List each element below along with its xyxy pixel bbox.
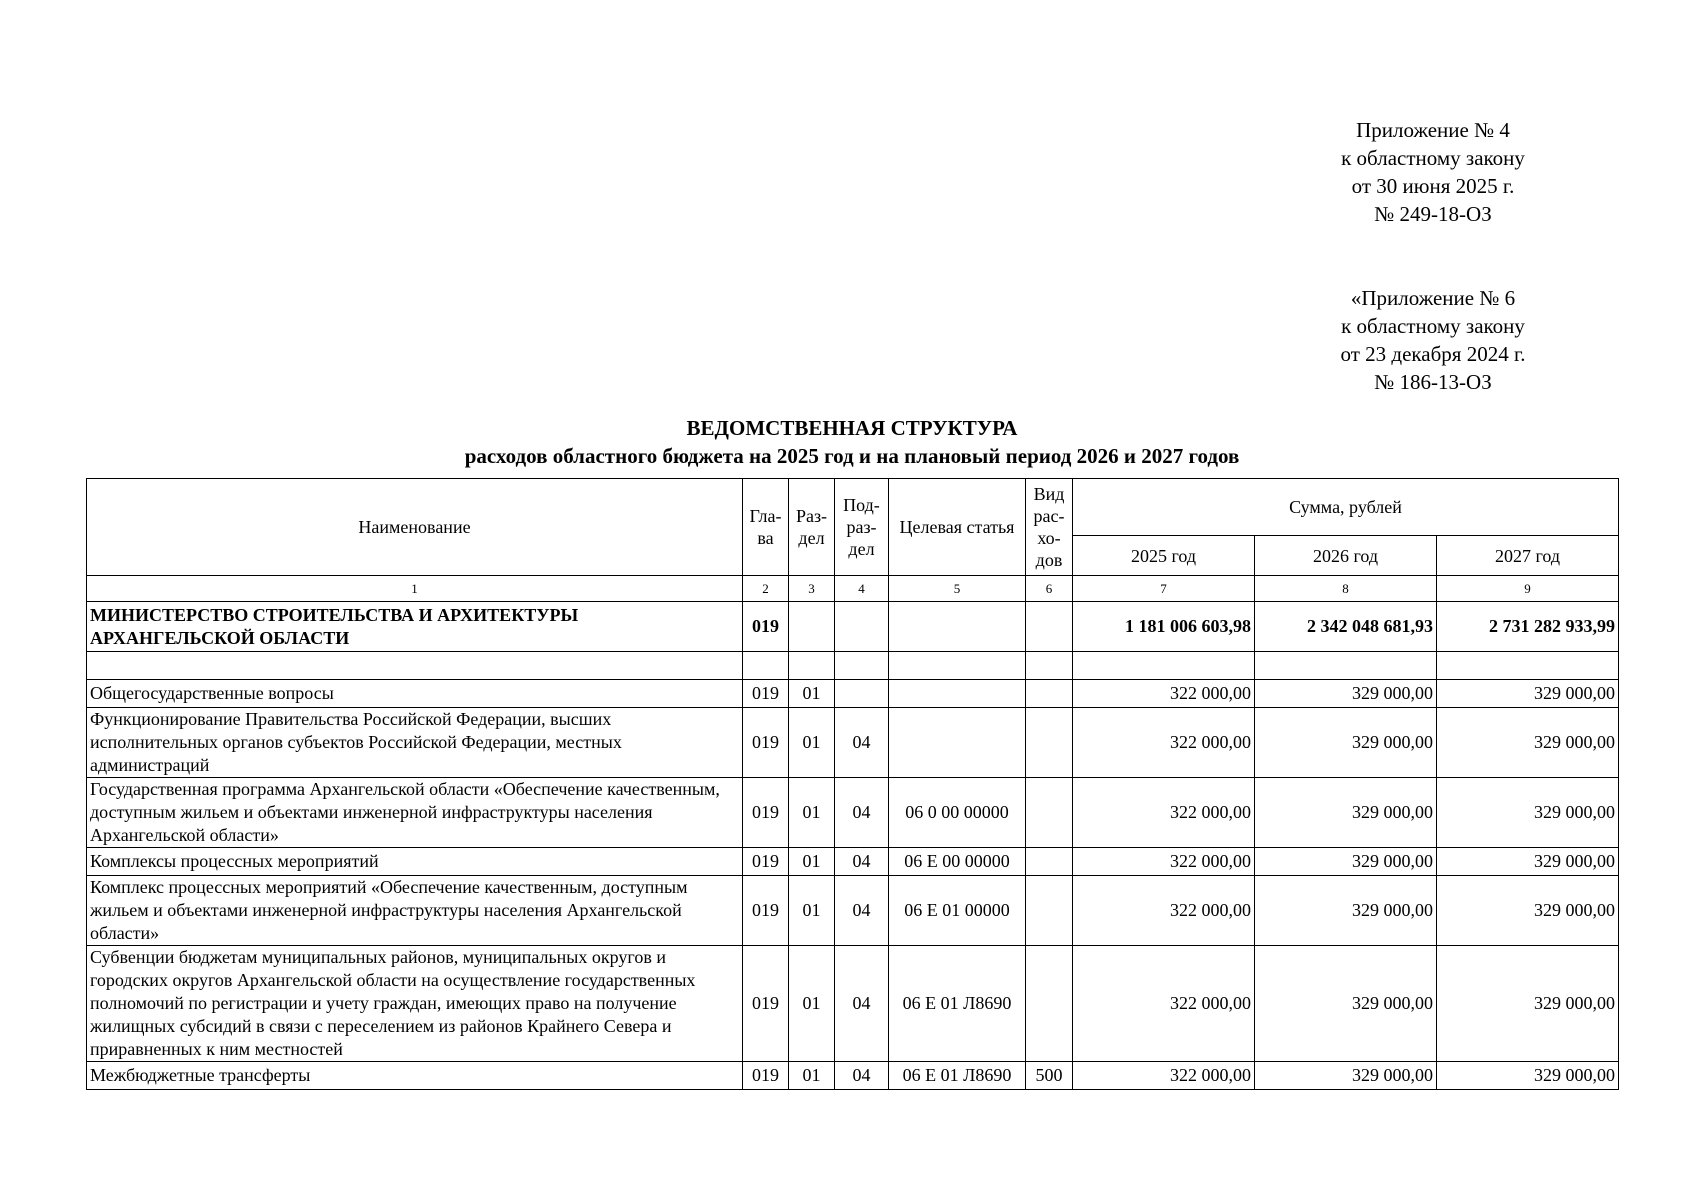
budget-table — [86, 478, 1619, 1090]
cell-name: Общегосударственные вопросы — [87, 680, 743, 708]
cell-amount-2025: 322 000,00 — [1073, 848, 1255, 876]
cell-section: 01 — [789, 848, 835, 876]
cell-expense-type — [1026, 652, 1073, 680]
header-chapter: Гла-ва — [743, 479, 789, 576]
cell-section: 01 — [789, 946, 835, 1062]
column-number-row — [87, 576, 1619, 602]
cell-chapter: 019 — [743, 680, 789, 708]
column-number: 3 — [789, 576, 835, 602]
cell-target-article — [889, 652, 1026, 680]
cell-expense-type — [1026, 602, 1073, 652]
cell-chapter: 019 — [743, 1062, 789, 1090]
cell-subsection: 04 — [835, 876, 889, 946]
appendix-line: от 30 июня 2025 г. — [1351, 174, 1515, 198]
cell-section — [789, 602, 835, 652]
column-number: 4 — [835, 576, 889, 602]
appendix-line: к областному закону — [1341, 146, 1525, 170]
cell-name: Комплексы процессных мероприятий — [87, 848, 743, 876]
cell-amount-2025: 322 000,00 — [1073, 680, 1255, 708]
cell-amount-2027 — [1437, 652, 1619, 680]
table-row — [87, 708, 1619, 778]
cell-chapter: 019 — [743, 876, 789, 946]
cell-expense-type — [1026, 778, 1073, 848]
cell-target-article: 06 0 00 00000 — [889, 778, 1026, 848]
cell-subsection: 04 — [835, 1062, 889, 1090]
cell-amount-2027: 2 731 282 933,99 — [1437, 602, 1619, 652]
cell-expense-type — [1026, 876, 1073, 946]
cell-chapter: 019 — [743, 946, 789, 1062]
cell-section: 01 — [789, 708, 835, 778]
table-row — [87, 680, 1619, 708]
header-year-2025: 2025 год — [1073, 536, 1255, 576]
cell-amount-2027: 329 000,00 — [1437, 848, 1619, 876]
cell-amount-2027: 329 000,00 — [1437, 778, 1619, 848]
table-row — [87, 876, 1619, 946]
cell-section: 01 — [789, 1062, 835, 1090]
cell-amount-2025: 322 000,00 — [1073, 946, 1255, 1062]
table-row — [87, 652, 1619, 680]
appendix-amended-reference — [1273, 284, 1593, 396]
cell-expense-type — [1026, 708, 1073, 778]
table-row — [87, 1062, 1619, 1090]
header-section: Раз-дел — [789, 479, 835, 576]
cell-amount-2026: 329 000,00 — [1255, 946, 1437, 1062]
header-name: Наименование — [87, 479, 743, 576]
cell-target-article: 06 Е 01 Л8690 — [889, 946, 1026, 1062]
cell-subsection — [835, 680, 889, 708]
column-number: 2 — [743, 576, 789, 602]
cell-amount-2027: 329 000,00 — [1437, 1062, 1619, 1090]
cell-amount-2027: 329 000,00 — [1437, 680, 1619, 708]
column-number: 1 — [87, 576, 743, 602]
cell-amount-2025: 322 000,00 — [1073, 708, 1255, 778]
cell-amount-2027: 329 000,00 — [1437, 708, 1619, 778]
table-row — [87, 946, 1619, 1062]
table-row — [87, 602, 1619, 652]
cell-name: МИНИСТЕРСТВО СТРОИТЕЛЬСТВА И АРХИТЕКТУРЫ АРХАНГЕЛЬСКОЙ ОБЛАСТИ — [87, 602, 743, 652]
cell-amount-2025: 322 000,00 — [1073, 778, 1255, 848]
cell-subsection: 04 — [835, 848, 889, 876]
cell-amount-2025 — [1073, 652, 1255, 680]
header-subsection: Под-раз-дел — [835, 479, 889, 576]
cell-chapter — [743, 652, 789, 680]
cell-amount-2025: 322 000,00 — [1073, 876, 1255, 946]
cell-amount-2027: 329 000,00 — [1437, 946, 1619, 1062]
cell-name — [87, 652, 743, 680]
cell-subsection: 04 — [835, 778, 889, 848]
cell-chapter: 019 — [743, 602, 789, 652]
column-number: 6 — [1026, 576, 1073, 602]
cell-amount-2026: 329 000,00 — [1255, 778, 1437, 848]
cell-amount-2026: 329 000,00 — [1255, 1062, 1437, 1090]
cell-name: Государственная программа Архангельской области «Обеспечение качественным, доступным жильем и объектами инженерной инфраструктуры населения Архангельской области» — [87, 778, 743, 848]
cell-name: Комплекс процессных мероприятий «Обеспечение качественным, доступным жильем и объектами инженерной инфраструктуры населения Архангельской области» — [87, 876, 743, 946]
cell-expense-type — [1026, 848, 1073, 876]
cell-subsection — [835, 602, 889, 652]
appendix-line: к областному закону — [1341, 314, 1525, 338]
cell-expense-type — [1026, 946, 1073, 1062]
cell-amount-2026: 2 342 048 681,93 — [1255, 602, 1437, 652]
cell-subsection — [835, 652, 889, 680]
table-row — [87, 848, 1619, 876]
column-number: 5 — [889, 576, 1026, 602]
cell-target-article — [889, 680, 1026, 708]
cell-chapter: 019 — [743, 848, 789, 876]
page-title: ВЕДОМСТВЕННАЯ СТРУКТУРА — [686, 416, 1018, 440]
appendix-current-reference — [1273, 116, 1593, 228]
cell-amount-2026 — [1255, 652, 1437, 680]
header-target-article: Целевая статья — [889, 479, 1026, 576]
cell-target-article — [889, 602, 1026, 652]
cell-amount-2026: 329 000,00 — [1255, 680, 1437, 708]
cell-target-article: 06 Е 01 Л8690 — [889, 1062, 1026, 1090]
cell-amount-2026: 329 000,00 — [1255, 708, 1437, 778]
header-year-2027: 2027 год — [1437, 536, 1619, 576]
cell-name: Межбюджетные трансферты — [87, 1062, 743, 1090]
cell-section: 01 — [789, 876, 835, 946]
page-subtitle: расходов областного бюджета на 2025 год и на плановый период 2026 и 2027 годов — [464, 444, 1240, 468]
cell-amount-2026: 329 000,00 — [1255, 848, 1437, 876]
cell-subsection: 04 — [835, 708, 889, 778]
cell-expense-type: 500 — [1026, 1062, 1073, 1090]
cell-chapter: 019 — [743, 708, 789, 778]
cell-section: 01 — [789, 680, 835, 708]
column-number: 7 — [1073, 576, 1255, 602]
column-number: 8 — [1255, 576, 1437, 602]
cell-target-article: 06 Е 00 00000 — [889, 848, 1026, 876]
appendix-line: «Приложение № 6 — [1350, 286, 1516, 310]
cell-amount-2027: 329 000,00 — [1437, 876, 1619, 946]
appendix-line: № 249-18-ОЗ — [1374, 202, 1492, 226]
cell-section — [789, 652, 835, 680]
cell-subsection: 04 — [835, 946, 889, 1062]
header-year-2026: 2026 год — [1255, 536, 1437, 576]
appendix-line: № 186-13-ОЗ — [1374, 370, 1492, 394]
cell-name: Функционирование Правительства Российской Федерации, высших исполнительных органов субъектов Российской Федерации, местных администраций — [87, 708, 743, 778]
cell-chapter: 019 — [743, 778, 789, 848]
cell-target-article: 06 Е 01 00000 — [889, 876, 1026, 946]
cell-amount-2025: 1 181 006 603,98 — [1073, 602, 1255, 652]
header-sum: Сумма, рублей — [1073, 479, 1619, 536]
cell-amount-2025: 322 000,00 — [1073, 1062, 1255, 1090]
table-row — [87, 778, 1619, 848]
header-row — [87, 479, 1619, 536]
cell-target-article — [889, 708, 1026, 778]
document-heading — [86, 414, 1618, 470]
header-expense-type: Вид рас-хо-дов — [1026, 479, 1073, 576]
cell-section: 01 — [789, 778, 835, 848]
cell-name: Субвенции бюджетам муниципальных районов, муниципальных округов и городских округов Архангельской области на осуществление государственных полномочий по регистрации и учету граждан, имеющих право на получение жилищных субсидий в связи с переселением из районов Крайнего Севера и приравненных к ним местностей — [87, 946, 743, 1062]
appendix-line: Приложение № 4 — [1356, 118, 1510, 142]
appendix-line: от 23 декабря 2024 г. — [1340, 342, 1526, 366]
cell-expense-type — [1026, 680, 1073, 708]
column-number: 9 — [1437, 576, 1619, 602]
cell-amount-2026: 329 000,00 — [1255, 876, 1437, 946]
